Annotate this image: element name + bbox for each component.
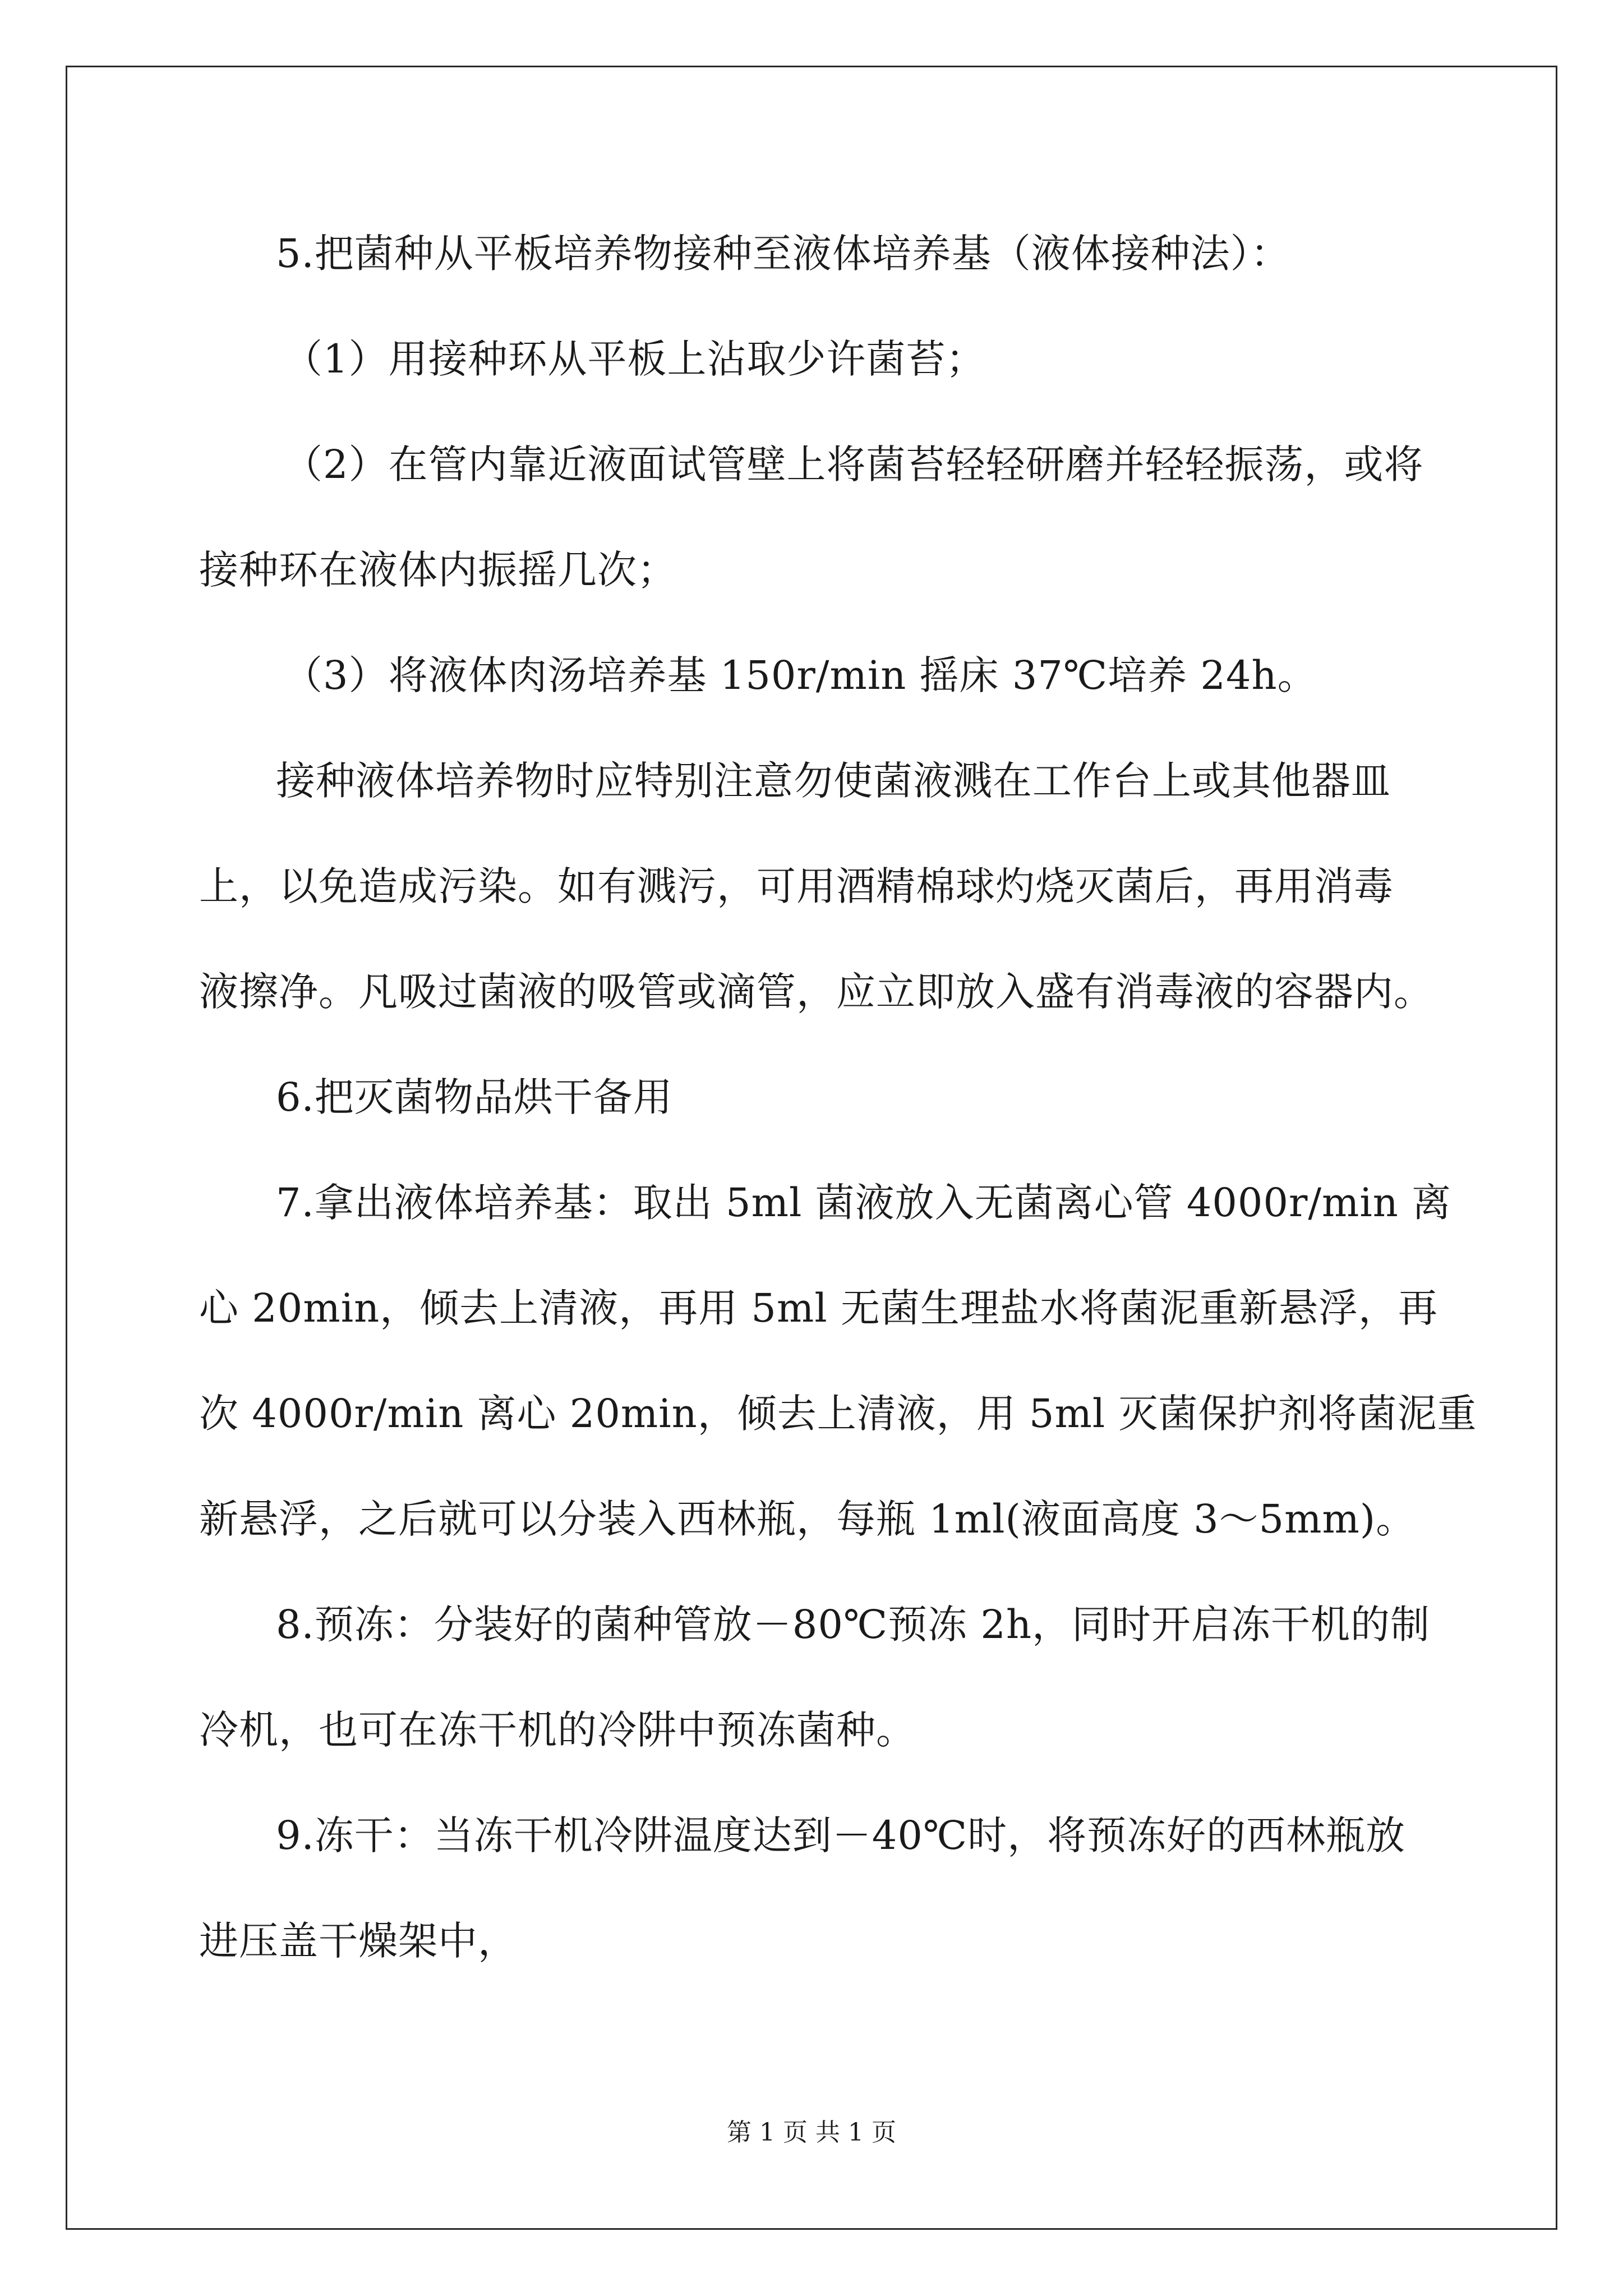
text-line: （1）用接种环从平板上沾取少许菌苔； <box>283 336 986 382</box>
text-line: 新悬浮，之后就可以分装入西林瓶，每瓶 1ml(液面高度 3～5mm)。 <box>199 1496 1416 1542</box>
text-line: （3）将液体肉汤培养基 150r/min 摇床 37℃培养 24h。 <box>283 652 1317 698</box>
text-line: 接种环在液体内振摇几次； <box>199 547 677 593</box>
text-line: （2）在管内靠近液面试管壁上将菌苔轻轻研磨并轻轻振荡，或将 <box>283 441 1424 487</box>
text-line: 次 4000r/min 离心 20min，倾去上清液，用 5ml 灭菌保护剂将菌泥重 <box>199 1391 1477 1437</box>
page-number-label: 第 1 页 共 1 页 <box>727 2118 896 2147</box>
text-line: 7.拿出液体培养基：取出 5ml 菌液放入无菌离心管 4000r/min 离 <box>276 1180 1452 1226</box>
text-line: 液擦净。凡吸过菌液的吸管或滴管，应立即放入盛有消毒液的容器内。 <box>199 969 1433 1015</box>
text-line: 心 20min，倾去上清液，再用 5ml 无菌生理盐水将菌泥重新悬浮，再 <box>199 1285 1438 1331</box>
page-border <box>66 66 1557 2230</box>
text-line: 9.冻干：当冻干机冷阱温度达到－40℃时，将预冻好的西林瓶放 <box>276 1812 1406 1858</box>
page-footer <box>0 2117 1623 2148</box>
text-line: 进压盖干燥架中， <box>199 1918 518 1964</box>
text-line: 接种液体培养物时应特别注意勿使菌液溅在工作台上或其他器皿 <box>276 758 1391 804</box>
text-line: 8.预冻：分装好的菌种管放－80℃预冻 2h，同时开启冻干机的制 <box>276 1602 1431 1648</box>
text-line: 5.把菌种从平板培养物接种至液体培养基（液体接种法）： <box>276 231 1290 277</box>
text-line: 6.把灭菌物品烘干备用 <box>276 1074 673 1120</box>
text-line: 上，以免造成污染。如有溅污，可用酒精棉球灼烧灭菌后，再用消毒 <box>199 863 1394 909</box>
text-line: 冷机，也可在冻干机的冷阱中预冻菌种。 <box>199 1707 916 1753</box>
